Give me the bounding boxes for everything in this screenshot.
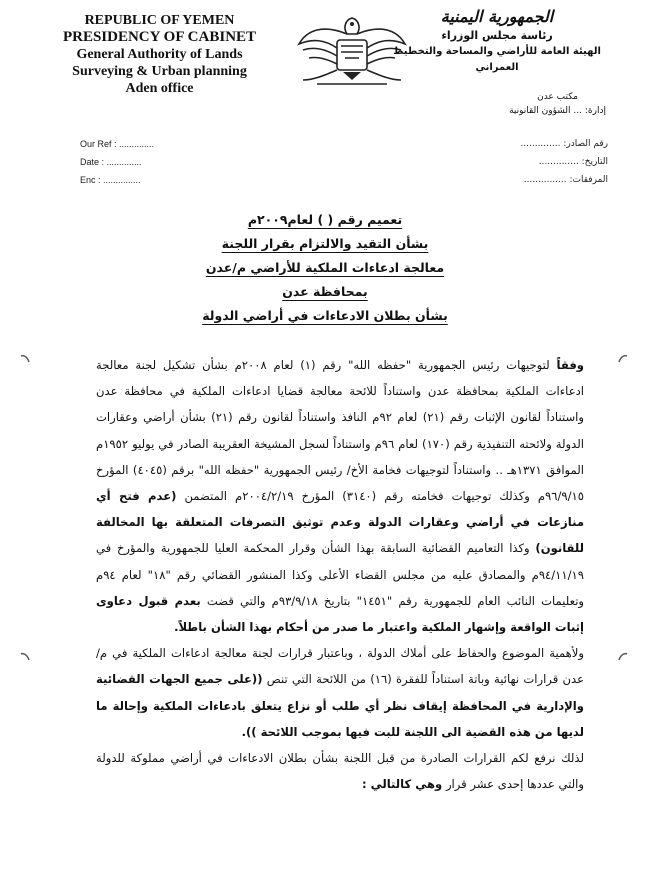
punch-hole-mark-icon <box>18 352 32 366</box>
paragraph-3 <box>96 745 584 797</box>
authority-name-en: General Authority of Lands <box>76 47 243 62</box>
subject-line-4: بشأن بطلان الادعاءات في أراضي الدولة <box>202 308 448 323</box>
subject-line-1: بشأن التقيد والالتزام بقرار اللجنة <box>221 236 429 251</box>
paragraph-2 <box>96 640 584 745</box>
header-arabic <box>382 6 612 118</box>
paragraph-1-text: لتوجيهات رئيس الجمهورية "حفظه الله" رقم (١) لعام ٢٠٠٨م بشأن تشكيل لجنة معالجة ادعاءات الملكية بمحافظة عدن واستناداً للائحة معالجة قضايا ادعاءات الملكية في محافظة عدن واستناداً لقانون الإثبات رقم (٢١) لعام ٩٢م النافذ واستناداً لقانون رقم (٢١) بشأن أراضي وعقارات الدولة ولائحته التنفيذية رقم (١٧٠) لعام ٩٦م واستناداً لسجل المشيخة العقريبة الصادر في يوليو ١٩٥٢م الموافق ١٣٧١هـ .. واستناداً لتوجيهات فخامة الأخ/ رئيس الجمهورية "حفظه الله" برقم (٤٠٤٥) المؤرخ ٩٦/٩/١٥م وكذلك توجيهات فخامته رقم (٣١٤٠) المؤرخ ٢٠٠٤/٢/١٩م المتضمن <box>96 358 584 504</box>
authority-name-en-2: Surveying & Urban planning <box>72 64 247 79</box>
authority-name-ar: الهيئة العامة للأراضي والمساحة والتخطيط العمراني <box>393 46 601 73</box>
document-title-block <box>100 208 550 328</box>
date-ar: التاريخ: .............. <box>538 157 608 167</box>
circular-number: تعميم رقم ( ) لعام٢٠٠٩م <box>247 212 403 227</box>
subject-line-3: بمحافظة عدن <box>282 284 368 299</box>
presidency-name-en: PRESIDENCY OF CABINET <box>62 29 257 45</box>
office-name-en: Aden office <box>125 81 194 96</box>
paragraph-1-lead: وفقاً <box>556 358 584 372</box>
header-english <box>52 12 267 97</box>
country-name-ar: الجمهورية اليمنية <box>440 7 554 26</box>
ref-number-ar: رقم الصادر: .............. <box>520 139 608 149</box>
punch-hole-mark-icon <box>616 650 630 664</box>
our-ref-line: Our Ref : .............. <box>80 139 155 149</box>
enclosure-line: Enc : ............... <box>80 175 141 185</box>
department-prefix: إدارة: <box>584 106 606 116</box>
reference-block-ar <box>448 135 608 189</box>
paragraph-2-text: ولأهمية الموضوع والحفاظ على أملاك الدولة ، وباعتبار قرارات لجنة معالجة ادعاءات الملكية في م/عدن قرارات نهائية وباتة استناداً للفقرة (١٦) من اللائحة التي تنص <box>96 646 585 687</box>
paragraph-1 <box>96 352 584 640</box>
country-name-en: REPUBLIC OF YEMEN <box>84 13 235 28</box>
paragraph-1-emphasis-2: بعدم قبول دعاوى إثبات الواقعة وإشهار الملكية واعتبار ما صدر من أحكام بهذا الشأن باطلاً. <box>96 593 584 635</box>
department-name: الشؤون القانونية <box>509 106 571 116</box>
paragraph-3-text: لذلك نرفع لكم القرارات الصادرة من قبل اللجنة بشأن بطلان الادعاءات في أراضي مملوكة للدولة والتي عددها إحدى عشر قرار <box>96 751 584 792</box>
department-line: إدارة: ... الشؤون القانونية <box>509 106 606 116</box>
punch-hole-mark-icon <box>18 650 32 664</box>
reference-block-en <box>80 135 154 189</box>
date-line: Date : .............. <box>80 157 142 167</box>
office-name-ar: مكتب عدن <box>537 92 578 102</box>
document-body <box>96 352 584 797</box>
enclosures-ar: المرفقات: ............... <box>523 175 608 185</box>
presidency-name-ar: رئاسة مجلس الوزراء <box>441 29 553 42</box>
paragraph-1-emphasis: (عدم فتح أي منازعات في أراضي وعقارات الدولة وعدم توثيق التصرفات المتعلقة بها المخالفة للقانون) <box>96 489 584 556</box>
punch-hole-mark-icon <box>616 352 630 366</box>
paragraph-1-continued: وكذا التعاميم القضائية السابقة بهذا الشأن وقرار المحكمة العليا للجمهورية والمؤرخ في ٩٤/١١/١٩م والمصادق عليه من مجلس القضاء الأعلى وكذا المنشور القضائي رقم "١٨" لعام ٩٤م وتعليمات النائب العام للجمهورية رقم "١٤٥١" بتاريخ ٩٣/٩/١٨م والتي قضت <box>96 541 585 608</box>
subject-line-2: معالجة ادعاءات الملكية للأراضي م/عدن <box>205 260 445 275</box>
paragraph-3-emphasis: وهي كالتالي : <box>361 777 443 792</box>
paragraph-2-emphasis: ((على جميع الجهات القضائية والإدارية في المحافظة إيقاف نظر أي طلب أو نزاع يتعلق بادعاءات الملكية وإحالة ما لديها من هذه القضية الى اللجنة للبت فيها بموجب اللائحة )). <box>96 672 584 739</box>
